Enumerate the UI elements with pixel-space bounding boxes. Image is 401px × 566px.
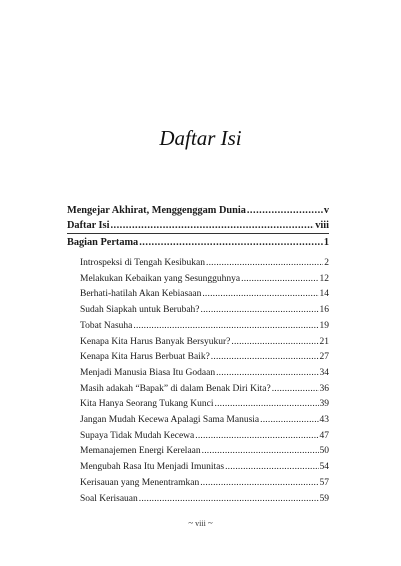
toc-sub-entry-page: 39: [319, 399, 329, 410]
toc-sub-entry: [80, 256, 329, 270]
toc-sub-entry-page: 16: [319, 305, 329, 316]
page-folio: [0, 518, 401, 528]
toc-entry: [67, 235, 329, 249]
dot-leader: [202, 288, 318, 301]
toc-entry-page: v: [323, 205, 329, 216]
toc-sub-entry-page: 27: [319, 352, 329, 363]
toc-sub-entry-label: Berhati-hatilah Akan Kebiasaan: [80, 289, 202, 300]
toc-sub-entry-label: Mengubah Rasa Itu Menjadi Imunitas: [80, 462, 225, 473]
page-number: viii: [195, 519, 206, 528]
toc-sub-entry-label: Kita Hanya Seorang Tukang Kunci: [80, 399, 214, 410]
toc-sub-entry-page: 43: [319, 415, 329, 425]
dot-leader: [247, 204, 323, 217]
toc-sub-entry: [80, 335, 329, 349]
toc-sub-entry: [80, 319, 329, 333]
ornament-left: ~: [188, 518, 194, 528]
toc-entry-label: Mengejar Akhirat, Menggenggam Dunia: [67, 205, 246, 216]
toc-sub-entry-label: Jangan Mudah Kecewa Apalagi Sama Manusia: [80, 415, 260, 425]
toc-sub-entry-page: 12: [319, 273, 329, 284]
toc-sub-entry-page: 36: [319, 383, 329, 394]
dot-leader: [211, 351, 319, 364]
toc-sub-entry: [80, 460, 329, 474]
page-title: Daftar Isi: [159, 126, 242, 150]
toc-sub-entry: [80, 413, 329, 427]
ornament-right: ~: [207, 518, 213, 528]
toc-sub-entry-label: Melakukan Kebaikan yang Sesungguhnya: [80, 273, 241, 284]
toc-sub-entry-label: Introspeksi di Tengah Kesibukan: [80, 258, 206, 268]
toc-sub-entry: [80, 382, 329, 396]
toc-sub-entry-label: Supaya Tidak Mudah Kecewa: [80, 430, 195, 441]
dot-leader: [272, 383, 319, 396]
toc-sub-entry-page: 21: [319, 336, 329, 347]
dot-leader: [216, 367, 318, 380]
dot-leader: [201, 304, 319, 317]
toc-sub-entry-page: 50: [319, 446, 329, 457]
dot-leader: [110, 219, 314, 232]
dot-leader: [200, 477, 318, 490]
toc-sub-entry: [80, 444, 329, 458]
dot-leader: [206, 257, 323, 270]
toc-sub-entry-label: Kenapa Kita Harus Banyak Bersyukur?: [80, 336, 231, 347]
toc-sub-entry-page: 19: [319, 320, 329, 331]
toc-sub-entry-label: Sudah Siapkah untuk Berubah?: [80, 305, 200, 316]
toc-entry-page: viii: [315, 220, 329, 231]
dot-leader: [215, 398, 319, 411]
dot-leader: [133, 320, 318, 333]
toc-sub-entry: [80, 303, 329, 317]
toc-sub-entry-label: Tobat Nasuha: [80, 320, 133, 331]
dot-leader: [139, 236, 323, 249]
toc-sub-entry-page: 34: [319, 367, 329, 378]
toc-sub-entry: [80, 287, 329, 301]
toc-sub-entry-page: 47: [319, 430, 329, 441]
dot-leader: [195, 430, 318, 443]
toc-sub-entry-label: Memanajemen Energi Kerelaan: [80, 446, 201, 457]
toc-sub-entry: [80, 366, 329, 380]
toc-sub-entry: [80, 350, 329, 364]
toc-sub-entry: [80, 397, 329, 411]
toc-sub-entry: [80, 492, 329, 506]
toc-sub-entry-page: 54: [319, 462, 329, 473]
toc-sub-entry-page: 59: [319, 493, 329, 504]
toc-sub-entry: [80, 272, 329, 286]
toc-sub-entry-page: 14: [319, 289, 329, 300]
toc-sub-entry-label: Kerisauan yang Menentramkan: [80, 477, 200, 488]
toc-sub-entry-page: 57: [319, 477, 329, 488]
toc-entry-label: Daftar Isi: [67, 220, 110, 231]
dot-leader: [225, 461, 318, 474]
toc-entry-label: Bagian Pertama: [67, 237, 139, 248]
toc-sub-entry-label: Kenapa Kita Harus Berbuat Baik?: [80, 352, 210, 363]
toc-sub-entry: [80, 429, 329, 443]
toc-sub-entry-label: Soal Kerisauan: [80, 493, 138, 504]
dot-leader: [231, 336, 318, 349]
dot-leader: [139, 493, 319, 506]
divider: [67, 233, 329, 234]
toc-sub-entry-page: 2: [324, 258, 329, 268]
toc-sub-entry-label: Masih adakah “Bapak” di dalam Benak Diri Kita?: [80, 383, 271, 394]
toc-entry: [67, 218, 329, 232]
toc-entry: [67, 203, 329, 217]
dot-leader: [241, 273, 318, 286]
toc-sub-entry-label: Menjadi Manusia Biasa Itu Godaan: [80, 367, 216, 378]
dot-leader: [260, 414, 318, 427]
toc-sub-entry: [80, 476, 329, 490]
toc-entry-page: 1: [323, 237, 329, 248]
dot-leader: [202, 445, 319, 458]
